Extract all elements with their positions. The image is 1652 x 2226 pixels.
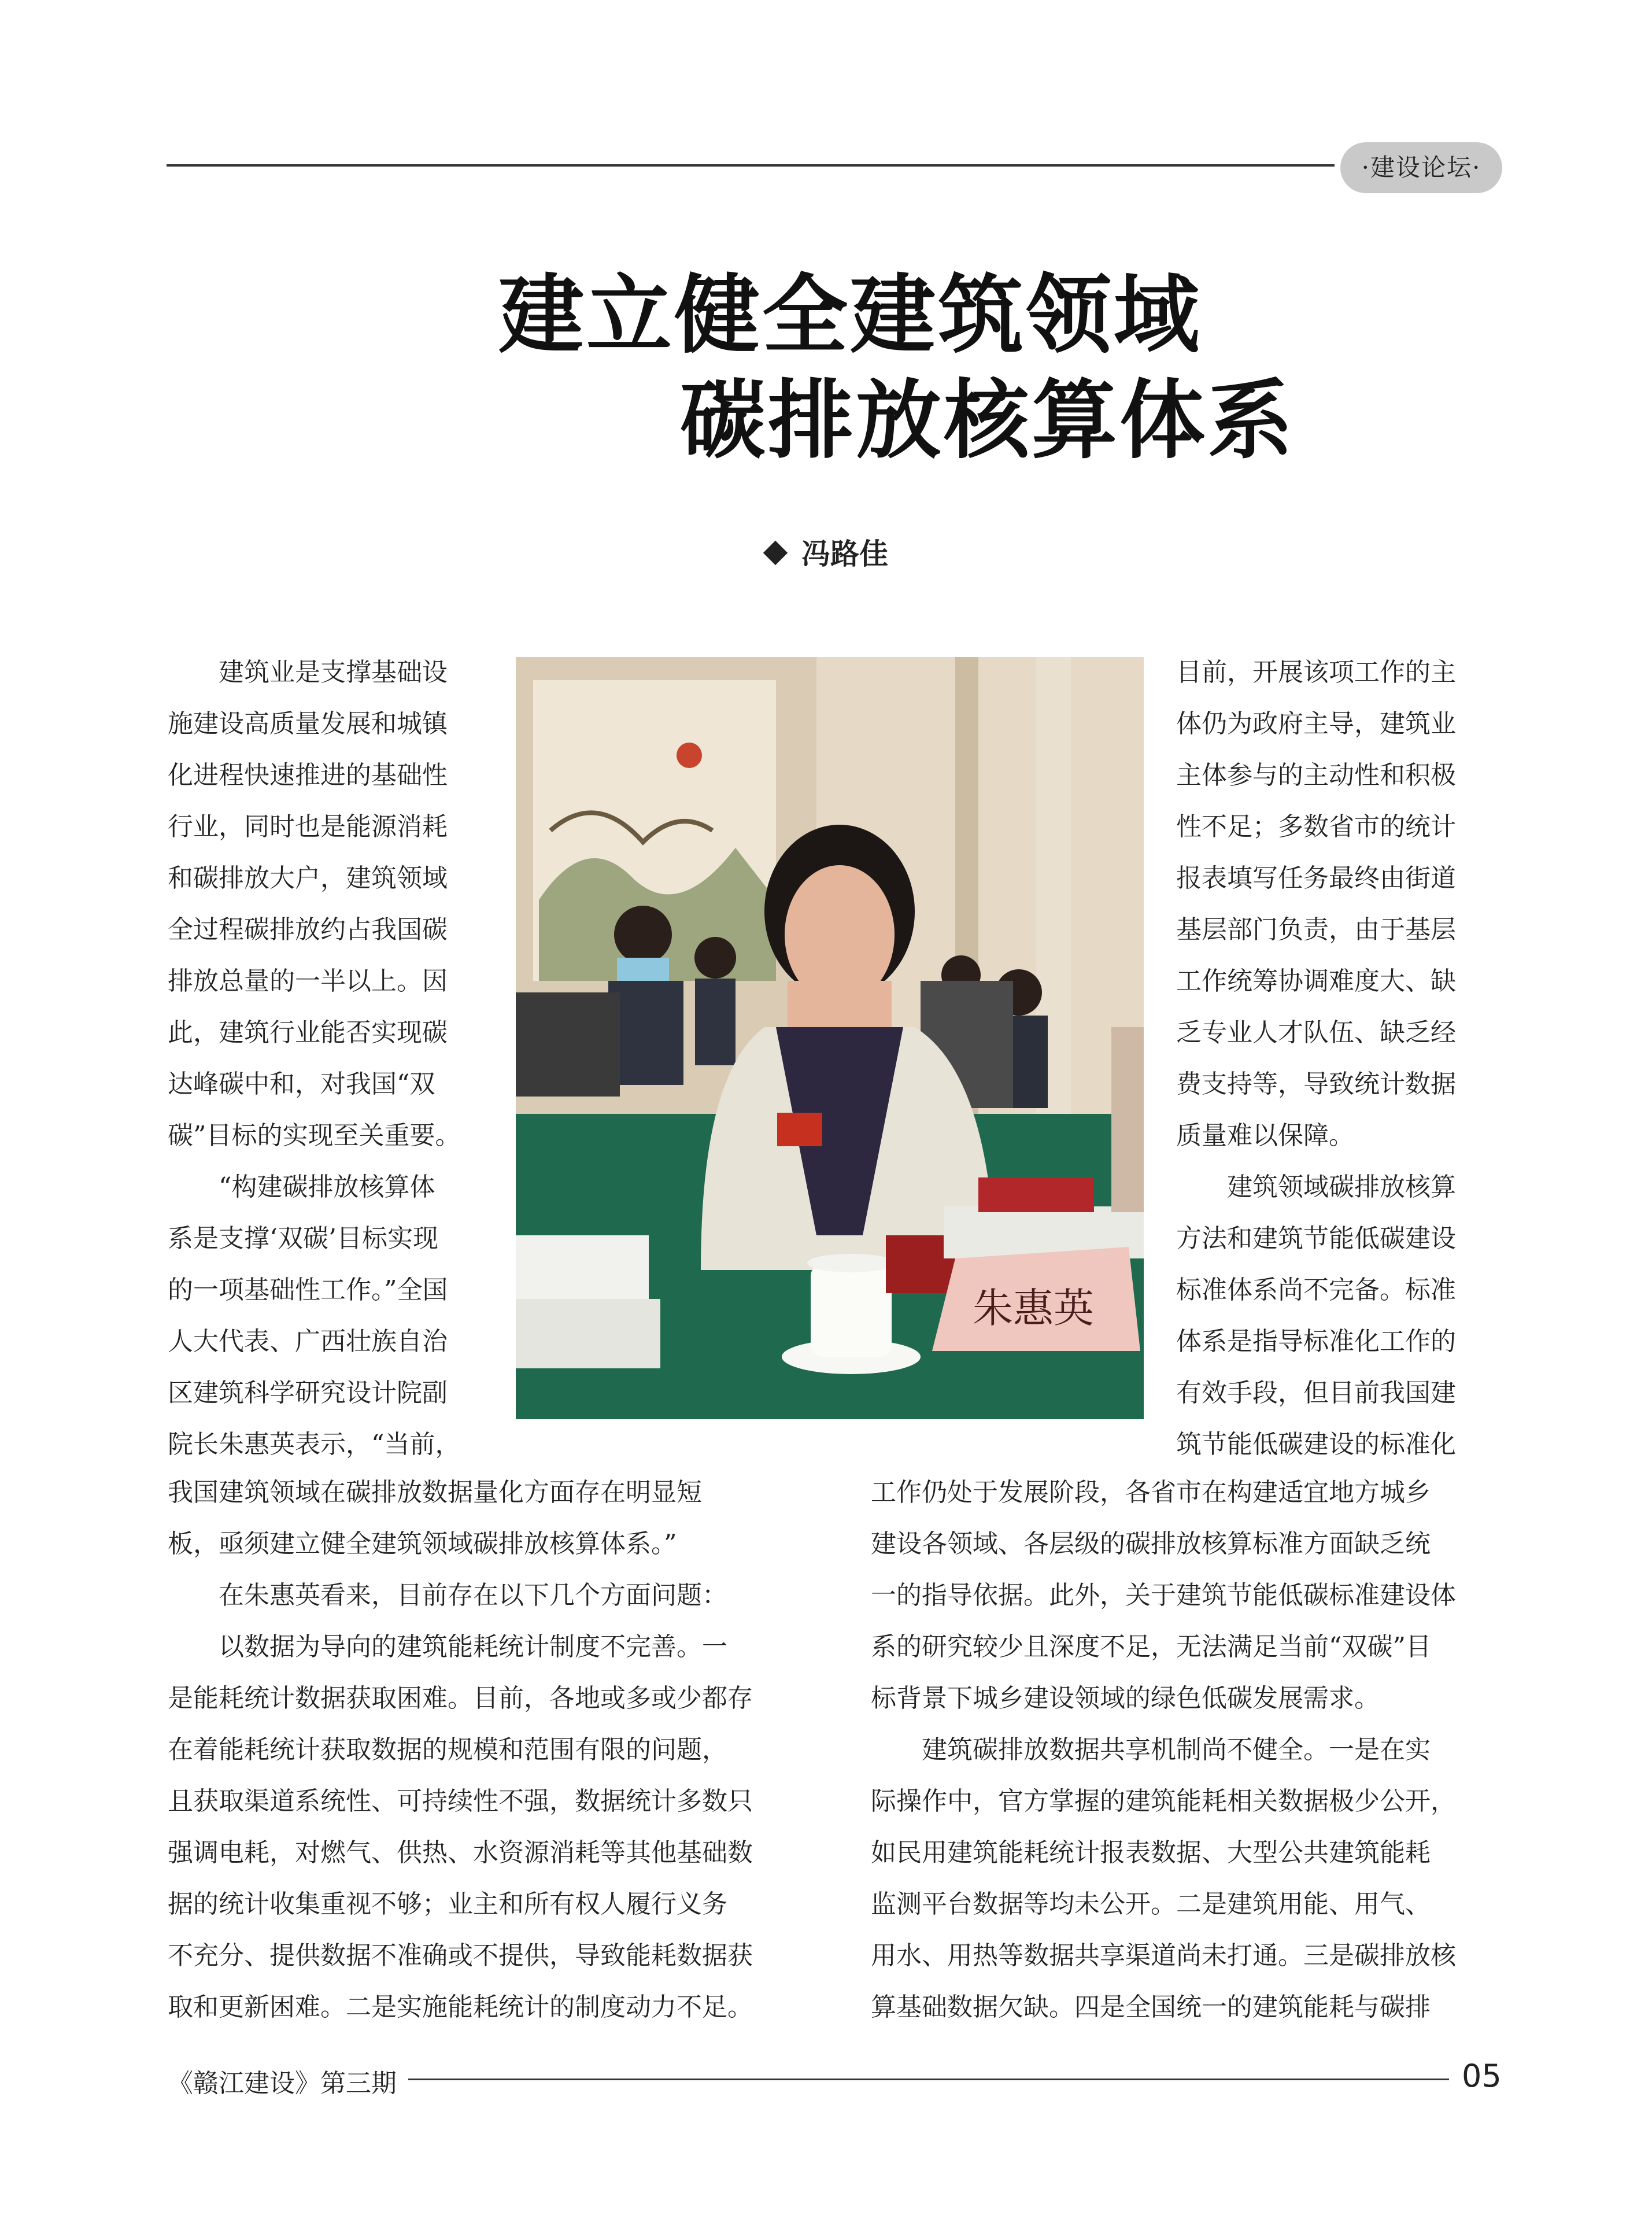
article-photo	[516, 657, 1144, 1419]
text-line: 际操作中，官方掌握的建筑能耗相关数据极少公开，	[871, 1786, 1456, 1816]
text-line: 碳”目标的实现至关重要。	[168, 1121, 461, 1150]
text-line: 我国建筑领域在碳排放数据量化方面存在明显短	[168, 1478, 702, 1507]
journal-name: 《赣江建设》第三期	[168, 2069, 397, 2098]
article-title-line1: 建立健全建筑领域	[498, 264, 1202, 365]
text-line: 的一项基础性工作。”全国	[168, 1275, 448, 1305]
text-line: 建筑碳排放数据共享机制尚不健全。一是在实	[922, 1735, 1431, 1764]
text-line: 在着能耗统计获取数据的规模和范围有限的问题，	[168, 1735, 727, 1764]
text-line: 且获取渠道系统性、可持续性不强，数据统计多数只	[168, 1786, 753, 1816]
section-badge: ·建设论坛·	[1340, 142, 1502, 193]
author-name: 冯路佳	[801, 537, 888, 571]
text-line: 是能耗统计数据获取困难。目前，各地或多或少都存	[168, 1684, 753, 1713]
text-line: 板，亟须建立健全建筑领域碳排放核算体系。”	[168, 1529, 677, 1559]
text-line: “构建碳排放核算体	[219, 1172, 435, 1202]
text-line: 报表填写任务最终由街道	[1176, 863, 1456, 893]
header-rule	[167, 164, 1335, 167]
text-line: 全过程碳排放约占我国碳	[168, 915, 448, 944]
text-line: 此，建筑行业能否实现碳	[168, 1018, 448, 1047]
text-line: 和碳排放大户，建筑领域	[168, 863, 448, 893]
text-line: 监测平台数据等均未公开。二是建筑用能、用气、	[871, 1889, 1431, 1919]
text-line: 工作统筹协调难度大、缺	[1176, 966, 1456, 996]
text-line: 算基础数据欠缺。四是全国统一的建筑能耗与碳排	[871, 1992, 1431, 2022]
byline	[767, 531, 888, 573]
text-line: 区建筑科学研究设计院副	[168, 1378, 448, 1408]
text-line: 筑节能低碳建设的标准化	[1176, 1430, 1456, 1459]
article-title-line2: 碳排放核算体系	[680, 370, 1295, 470]
text-line: 系是支撑‘双碳’目标实现	[168, 1224, 438, 1253]
text-line: 标准体系尚不完备。标准	[1176, 1275, 1456, 1305]
diamond-icon	[763, 541, 788, 565]
text-line: 建设各领域、各层级的碳排放核算标准方面缺乏统	[871, 1529, 1431, 1559]
text-line: 在朱惠英看来，目前存在以下几个方面问题：	[219, 1581, 727, 1610]
left-wide-column	[168, 1467, 792, 2033]
text-line: 院长朱惠英表示，“当前，	[168, 1430, 461, 1459]
text-line: 质量难以保障。	[1176, 1121, 1354, 1150]
text-line: 方法和建筑节能低碳建设	[1176, 1224, 1456, 1253]
text-line: 一的指导依据。此外，关于建筑节能低碳标准建设体	[871, 1581, 1456, 1610]
text-line: 行业，同时也是能源消耗	[168, 812, 448, 841]
text-line: 达峰碳中和，对我国“双	[168, 1069, 435, 1099]
right-wide-column	[871, 1467, 1499, 2033]
text-line: 基层部门负责，由于基层	[1176, 915, 1456, 944]
page-number: 05	[1462, 2058, 1502, 2094]
text-line: 不充分、提供数据不准确或不提供，导致能耗数据获	[168, 1941, 753, 1970]
text-line: 强调电耗，对燃气、供热、水资源消耗等其他基础数	[168, 1838, 753, 1867]
text-line: 化进程快速推进的基础性	[168, 761, 448, 790]
text-line: 取和更新困难。二是实施能耗统计的制度动力不足。	[168, 1992, 753, 2022]
text-line: 据的统计收集重视不够；业主和所有权人履行义务	[168, 1889, 727, 1919]
tea-cup	[811, 1264, 892, 1357]
text-line: 人大代表、广西壮族自治	[168, 1327, 448, 1356]
text-line: 系的研究较少且深度不足，无法满足当前“双碳”目	[871, 1632, 1431, 1662]
text-line: 建筑领域碳排放核算	[1227, 1172, 1456, 1202]
text-line: 性不足；多数省市的统计	[1176, 812, 1456, 841]
nameplate-text: 朱惠英	[973, 1284, 1094, 1332]
text-line: 以数据为导向的建筑能耗统计制度不完善。一	[219, 1632, 727, 1662]
text-line: 如民用建筑能耗统计报表数据、大型公共建筑能耗	[871, 1838, 1431, 1867]
text-line: 体系是指导标准化工作的	[1176, 1327, 1456, 1356]
text-line: 体仍为政府主导，建筑业	[1176, 709, 1456, 739]
text-line: 排放总量的一半以上。因	[168, 966, 448, 996]
text-line: 工作仍处于发展阶段，各省市在构建适宜地方城乡	[871, 1478, 1431, 1507]
text-line: 建筑业是支撑基础设	[219, 658, 448, 687]
text-line: 目前，开展该项工作的主	[1176, 658, 1456, 687]
text-line: 用水、用热等数据共享渠道尚未打通。三是碳排放核	[871, 1941, 1456, 1970]
text-line: 乏专业人才队伍、缺乏经	[1176, 1018, 1456, 1047]
text-line: 标背景下城乡建设领域的绿色低碳发展需求。	[871, 1684, 1380, 1713]
text-line: 施建设高质量发展和城镇	[168, 709, 448, 739]
text-line: 费支持等，导致统计数据	[1176, 1069, 1456, 1099]
right-narrow-column	[1176, 647, 1499, 1470]
footer-rule	[408, 2079, 1449, 2080]
left-narrow-column	[168, 647, 482, 1470]
text-line: 有效手段，但目前我国建	[1176, 1378, 1456, 1408]
text-line: 主体参与的主动性和积极	[1176, 761, 1456, 790]
